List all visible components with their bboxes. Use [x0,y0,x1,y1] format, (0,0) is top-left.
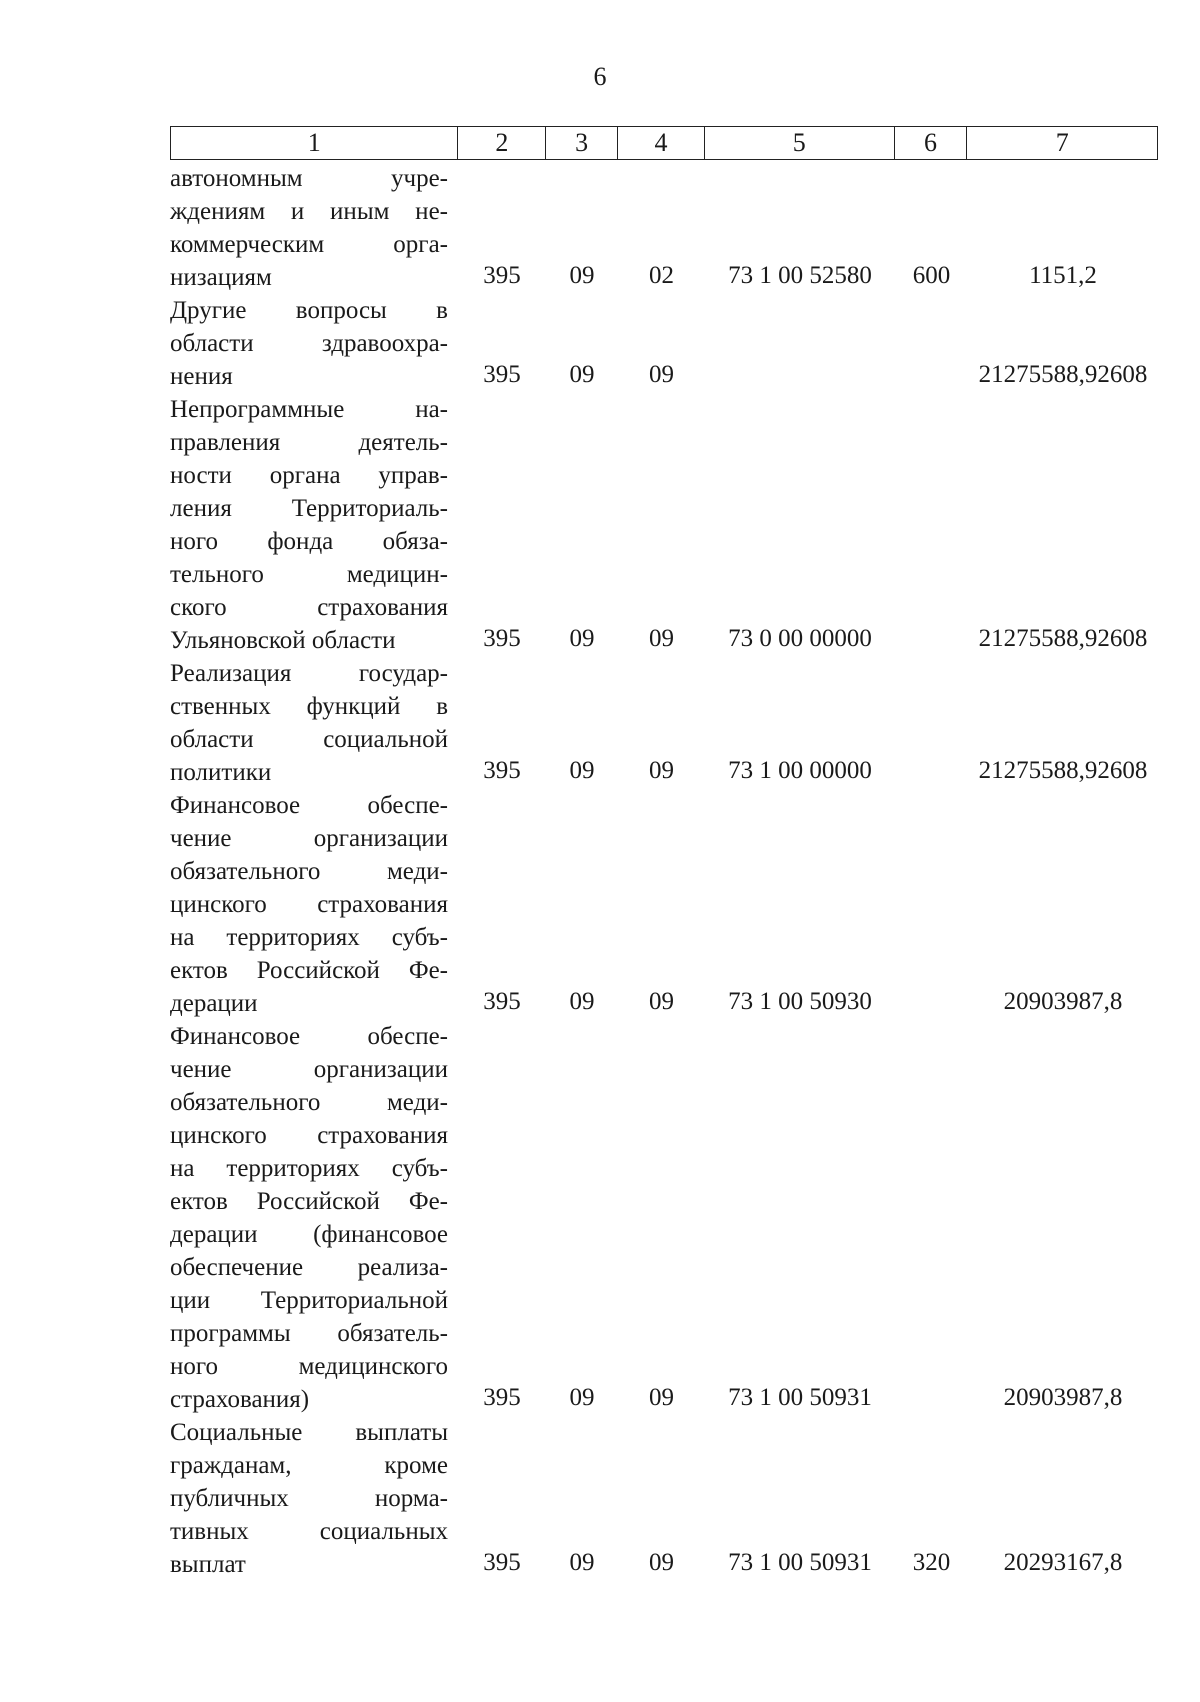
cell-col-4: 09 [649,361,674,388]
description-line: ектов Российской Фе- [170,1188,448,1215]
description-line: ления Территориаль- [170,495,448,522]
header-col-2: 2 [458,127,546,159]
header-col-7: 7 [1055,128,1069,157]
cell-col-2: 395 [483,988,521,1015]
description-line: ности органа управ- [170,462,448,489]
header-col-3: 3 [546,127,618,159]
table-row [170,162,1158,294]
description-line: чение организации [170,1056,448,1083]
cell-col-5: 73 0 00 00000 [728,625,872,652]
description-line: чение организации [170,825,448,852]
page-number: 6 [593,62,607,91]
cell-col-2: 395 [483,1549,521,1576]
cell-col-3: 09 [569,757,595,784]
table-row [170,393,1158,657]
cell-col-5: 73 1 00 50931 [728,1549,872,1576]
description-line: программы обязатель- [170,1320,448,1347]
description-line: правления деятель- [170,429,448,456]
cell-col-5: 73 1 00 50931 [728,1384,872,1411]
cell-col-4: 09 [649,1549,674,1576]
description-line: ного медицинского [170,1353,448,1380]
description-line: ного фонда обяза- [170,528,448,555]
row-description [170,1416,448,1581]
cell-col-6: 600 [912,262,951,289]
cell-col-4: 09 [649,757,674,784]
cell-col-3: 09 [569,1549,595,1576]
cell-col-4: 02 [649,262,674,289]
cell-col-7: 20903987,8 [1003,988,1123,1015]
description-line: Социальные выплаты [170,1419,448,1446]
cell-col-3: 09 [569,988,595,1015]
cell-col-4: 09 [649,988,674,1015]
header-col-5: 5 [705,127,895,159]
description-line: области социальной [170,726,448,753]
description-line: публичных норма- [170,1485,448,1512]
cell-col-5: 73 1 00 00000 [728,757,872,784]
budget-table-body [170,162,1158,1581]
description-line: выплат [170,1551,246,1578]
description-line: обеспечение реализа- [170,1254,448,1281]
description-line: ждениям и иным не- [170,198,448,225]
description-line: ского страхования [170,594,448,621]
header-col-6: 6 [895,127,968,159]
cell-col-7: 21275588,92608 [978,361,1148,388]
description-line: обязательного меди- [170,1089,448,1116]
cell-col-5: 73 1 00 50930 [728,988,872,1015]
description-line: Финансовое обеспе- [170,1023,448,1050]
row-description [170,657,448,789]
cell-col-2: 395 [483,361,521,388]
cell-col-4: 09 [649,625,674,652]
cell-col-4: 09 [649,1384,674,1411]
header-col-1: 1 [171,127,458,159]
cell-col-3: 09 [569,625,595,652]
table-row [170,789,1158,1020]
description-line: дерации (финансовое [170,1221,448,1248]
row-description [170,162,448,294]
cell-col-3: 09 [569,1384,595,1411]
description-line: Реализация государ- [170,660,448,687]
description-line: ции Территориальной [170,1287,448,1314]
cell-col-7: 21275588,92608 [978,625,1148,652]
cell-col-7: 20903987,8 [1003,1384,1123,1411]
table-row [170,657,1158,789]
description-line: Финансовое обеспе- [170,792,448,819]
description-line: цинского страхования [170,1122,448,1149]
description-line: низациям [170,264,272,291]
row-description [170,393,448,657]
description-line: цинского страхования [170,891,448,918]
description-line: области здравоохра- [170,330,448,357]
cell-col-2: 395 [483,262,521,289]
row-description [170,294,448,393]
row-description [170,789,448,1020]
cell-col-2: 395 [483,625,521,652]
cell-col-2: 395 [483,1384,521,1411]
cell-col-5: 73 1 00 52580 [728,262,872,289]
description-line: на территориях субъ- [170,924,448,951]
description-line: автономным учре- [170,165,448,192]
description-line: ственных функций в [170,693,448,720]
cell-col-2: 395 [483,757,521,784]
description-line: ектов Российской Фе- [170,957,448,984]
cell-col-7: 1151,2 [1029,262,1097,289]
description-line: коммерческим орга- [170,231,448,258]
description-line: Непрограммные на- [170,396,448,423]
description-line: политики [170,759,272,786]
description-line: гражданам, кроме [170,1452,448,1479]
table-header [170,126,1158,160]
description-line: тивных социальных [170,1518,448,1545]
description-line: на территориях субъ- [170,1155,448,1182]
cell-col-6: 320 [912,1549,951,1576]
table-row [170,1416,1158,1581]
cell-col-3: 09 [569,361,595,388]
cell-col-7: 21275588,92608 [978,757,1148,784]
cell-col-7: 20293167,8 [1003,1549,1123,1576]
description-line: обязательного меди- [170,858,448,885]
description-line: Другие вопросы в [170,297,448,324]
description-line: Ульяновской области [170,627,396,654]
table-row [170,1020,1158,1416]
description-line: страхования) [170,1386,310,1413]
table-row [170,294,1158,393]
description-line: нения [170,363,233,390]
cell-col-3: 09 [569,262,595,289]
description-line: тельного медицин- [170,561,448,588]
row-description [170,1020,448,1416]
header-col-4: 4 [618,127,705,159]
description-line: дерации [170,990,258,1017]
